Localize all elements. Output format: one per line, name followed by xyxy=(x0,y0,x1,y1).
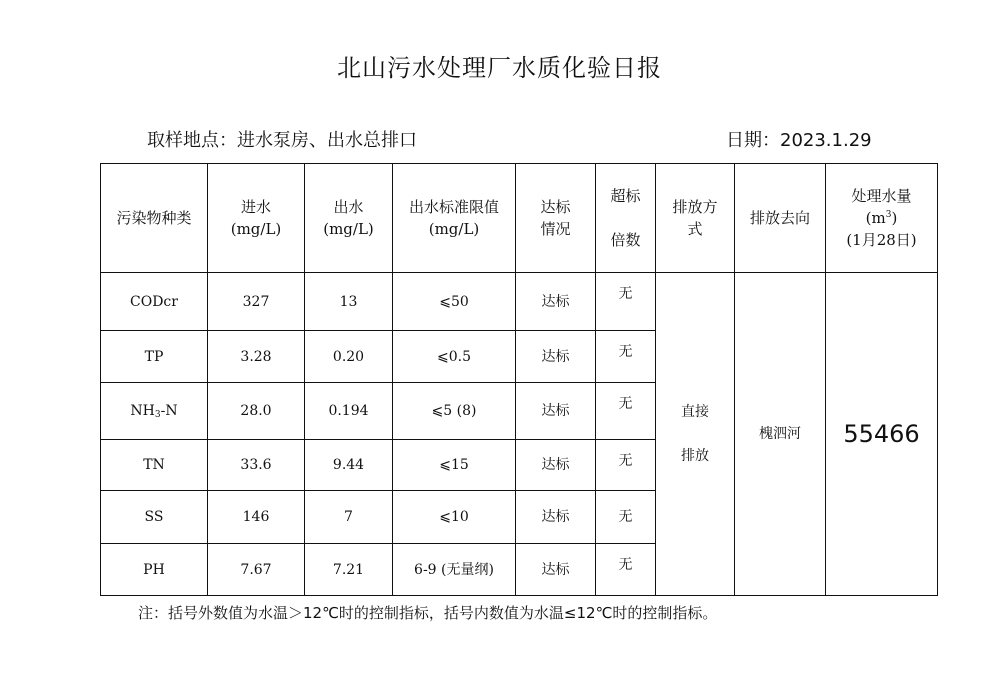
header-row xyxy=(101,164,938,273)
sampling-location: 取样地点：进水泵房、出水总排口 xyxy=(147,130,417,151)
outflow-value: 7.21 xyxy=(305,544,393,596)
header-inflow: 进水 (mg/L) xyxy=(208,164,305,273)
status-value: 达标 xyxy=(516,544,596,596)
pollutant-name: SS xyxy=(101,491,208,544)
pollutant-name: $NH_3-N$ xyxy=(101,383,208,440)
pollutant-name: TN xyxy=(101,440,208,491)
limit-value: 6-9 (无量纲) xyxy=(393,544,516,596)
header-volume: 处理水量 $(m^3)$ (1月28日) xyxy=(826,164,938,273)
exceed-value: 无 xyxy=(596,491,656,544)
exceed-value: 无 xyxy=(596,440,656,491)
treated-volume: 55466 xyxy=(826,273,938,596)
discharge-method: 直接 排放 xyxy=(656,273,735,596)
status-value: 达标 xyxy=(516,491,596,544)
inflow-value: 327 xyxy=(208,273,305,331)
inflow-value: 7.67 xyxy=(208,544,305,596)
pollutant-name: TP xyxy=(101,331,208,383)
report-title: 北山污水处理厂水质化验日报 xyxy=(337,54,662,82)
header-limit: 出水标准限值 (mg/L) xyxy=(393,164,516,273)
limit-value: ⩽10 xyxy=(393,491,516,544)
status-value: 达标 xyxy=(516,273,596,331)
water-quality-table xyxy=(100,163,938,596)
outflow-value: 0.194 xyxy=(305,383,393,440)
exceed-value: 无 xyxy=(596,331,656,383)
limit-value: ⩽50 xyxy=(393,273,516,331)
header-exceed: 超标 倍数 xyxy=(596,164,656,273)
footnote: 注：括号外数值为水温＞12℃时的控制指标，括号内数值为水温≤12℃时的控制指标。 xyxy=(138,604,718,622)
discharge-destination: 槐泗河 xyxy=(735,273,826,596)
limit-value: ⩽15 xyxy=(393,440,516,491)
status-value: 达标 xyxy=(516,331,596,383)
outflow-value: 0.20 xyxy=(305,331,393,383)
pollutant-name: PH xyxy=(101,544,208,596)
inflow-value: 33.6 xyxy=(208,440,305,491)
limit-value: ⩽0.5 xyxy=(393,331,516,383)
inflow-value: 28.0 xyxy=(208,383,305,440)
outflow-value: 9.44 xyxy=(305,440,393,491)
exceed-value: 无 xyxy=(596,544,656,596)
report-date: 日期：2023.1.29 xyxy=(726,130,872,151)
exceed-value: 无 xyxy=(596,273,656,331)
header-method: 排放方 式 xyxy=(656,164,735,273)
status-value: 达标 xyxy=(516,383,596,440)
outflow-value: 13 xyxy=(305,273,393,331)
limit-value: ⩽5 (8) xyxy=(393,383,516,440)
header-status: 达标 情况 xyxy=(516,164,596,273)
inflow-value: 146 xyxy=(208,491,305,544)
pollutant-name: CODcr xyxy=(101,273,208,331)
header-pollutant: 污染物种类 xyxy=(101,164,208,273)
table-row xyxy=(101,273,938,331)
header-destination: 排放去向 xyxy=(735,164,826,273)
header-outflow: 出水 (mg/L) xyxy=(305,164,393,273)
inflow-value: 3.28 xyxy=(208,331,305,383)
outflow-value: 7 xyxy=(305,491,393,544)
status-value: 达标 xyxy=(516,440,596,491)
exceed-value: 无 xyxy=(596,383,656,440)
